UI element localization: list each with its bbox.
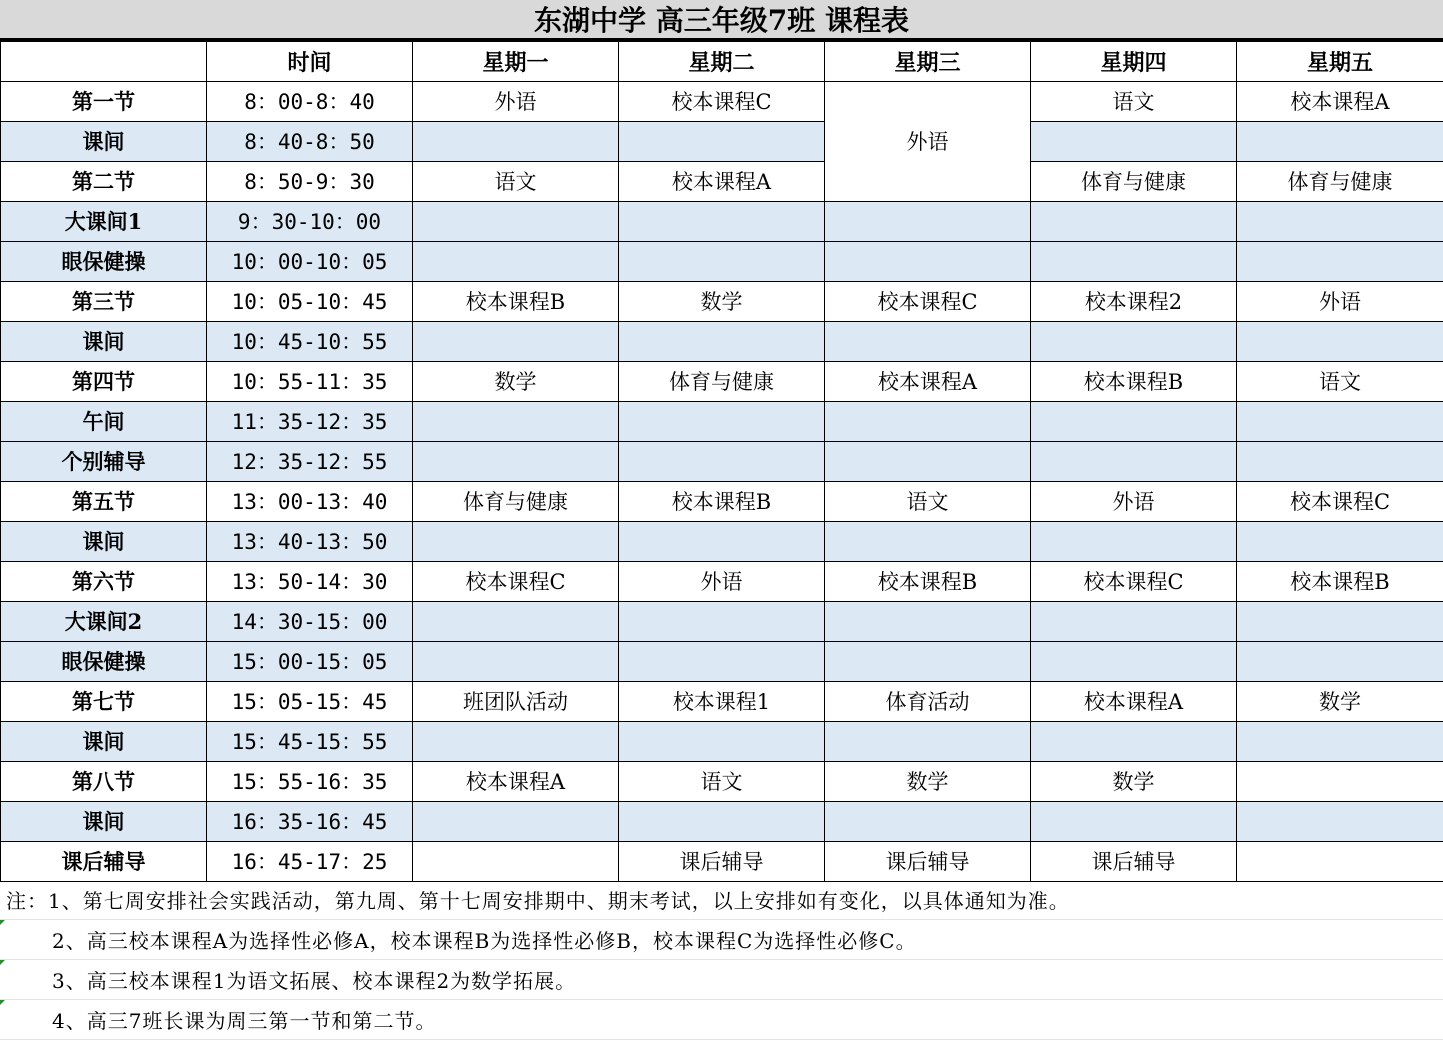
course-cell-tuesday — [619, 241, 825, 281]
course-cell-thursday — [1031, 521, 1237, 561]
course-cell-friday — [1237, 441, 1443, 481]
table-row — [1, 681, 1443, 721]
course-cell-wednesday — [825, 401, 1031, 441]
course-cell-tuesday — [619, 401, 825, 441]
course-cell-thursday — [1031, 801, 1237, 841]
course-cell-tuesday: 校本课程1 — [619, 681, 825, 721]
table-row — [1, 521, 1443, 561]
period-label: 第四节 — [1, 361, 207, 401]
course-cell-wednesday: 校本课程A — [825, 361, 1031, 401]
course-cell-tuesday: 语文 — [619, 761, 825, 801]
course-cell-friday — [1237, 401, 1443, 441]
period-time: 12：35-12：55 — [207, 441, 413, 481]
period-label: 第七节 — [1, 681, 207, 721]
course-cell-thursday — [1031, 441, 1237, 481]
course-cell-wednesday — [825, 801, 1031, 841]
course-cell-tuesday: 校本课程B — [619, 481, 825, 521]
course-cell-tuesday — [619, 601, 825, 641]
period-label: 课间 — [1, 721, 207, 761]
table-row — [1, 841, 1443, 881]
period-label: 大课间1 — [1, 201, 207, 241]
period-label: 第八节 — [1, 761, 207, 801]
note-3 — [0, 960, 1443, 1000]
course-cell-monday: 校本课程A — [413, 761, 619, 801]
course-cell-thursday — [1031, 321, 1237, 361]
period-label: 第一节 — [1, 81, 207, 121]
period-time: 8：40-8：50 — [207, 121, 413, 161]
period-label: 第六节 — [1, 561, 207, 601]
course-cell-monday — [413, 521, 619, 561]
period-time: 10：45-10：55 — [207, 321, 413, 361]
course-cell-thursday — [1031, 641, 1237, 681]
course-cell-thursday: 校本课程B — [1031, 361, 1237, 401]
table-row — [1, 201, 1443, 241]
course-cell-tuesday: 数学 — [619, 281, 825, 321]
course-cell-wednesday: 语文 — [825, 481, 1031, 521]
table-row — [1, 481, 1443, 521]
course-cell-wednesday: 校本课程C — [825, 281, 1031, 321]
course-cell-monday: 体育与健康 — [413, 481, 619, 521]
table-row — [1, 761, 1443, 801]
course-cell-wednesday: 数学 — [825, 761, 1031, 801]
course-cell-wednesday — [825, 321, 1031, 361]
period-time: 16：35-16：45 — [207, 801, 413, 841]
period-time: 8：00-8：40 — [207, 81, 413, 121]
period-label: 课间 — [1, 521, 207, 561]
course-cell-friday: 校本课程C — [1237, 481, 1443, 521]
period-time: 15：45-15：55 — [207, 721, 413, 761]
table-row — [1, 721, 1443, 761]
course-cell-monday — [413, 201, 619, 241]
course-cell-friday — [1237, 761, 1443, 801]
course-cell-wednesday-merged: 外语 — [825, 81, 1031, 201]
cell-marker-icon — [0, 1000, 5, 1005]
course-cell-thursday: 外语 — [1031, 481, 1237, 521]
note-4 — [0, 1000, 1443, 1040]
course-cell-friday — [1237, 321, 1443, 361]
course-cell-friday: 语文 — [1237, 361, 1443, 401]
period-label: 眼保健操 — [1, 241, 207, 281]
course-cell-monday — [413, 121, 619, 161]
course-cell-wednesday: 课后辅导 — [825, 841, 1031, 881]
course-cell-tuesday — [619, 201, 825, 241]
table-row — [1, 601, 1443, 641]
course-cell-tuesday: 体育与健康 — [619, 361, 825, 401]
course-cell-thursday: 语文 — [1031, 81, 1237, 121]
period-time: 16：45-17：25 — [207, 841, 413, 881]
header-time: 时间 — [207, 41, 413, 81]
course-cell-friday — [1237, 601, 1443, 641]
period-label: 课间 — [1, 801, 207, 841]
period-label: 眼保健操 — [1, 641, 207, 681]
course-cell-tuesday — [619, 641, 825, 681]
notes-section — [0, 880, 1443, 1040]
table-row — [1, 241, 1443, 281]
table-row — [1, 121, 1443, 161]
course-cell-tuesday — [619, 121, 825, 161]
course-cell-wednesday: 校本课程B — [825, 561, 1031, 601]
course-cell-friday — [1237, 521, 1443, 561]
course-cell-monday — [413, 241, 619, 281]
table-row — [1, 81, 1443, 121]
period-label: 大课间2 — [1, 601, 207, 641]
course-cell-monday — [413, 441, 619, 481]
course-cell-wednesday — [825, 521, 1031, 561]
period-time: 8：50-9：30 — [207, 161, 413, 201]
period-label: 第二节 — [1, 161, 207, 201]
course-cell-thursday — [1031, 401, 1237, 441]
course-cell-wednesday — [825, 241, 1031, 281]
note-2 — [0, 920, 1443, 960]
period-time: 10：00-10：05 — [207, 241, 413, 281]
period-time: 13：40-13：50 — [207, 521, 413, 561]
course-cell-monday — [413, 601, 619, 641]
table-row — [1, 801, 1443, 841]
period-time: 13：00-13：40 — [207, 481, 413, 521]
course-cell-thursday — [1031, 201, 1237, 241]
table-row — [1, 561, 1443, 601]
course-cell-tuesday — [619, 321, 825, 361]
period-time: 10：05-10：45 — [207, 281, 413, 321]
course-cell-monday — [413, 641, 619, 681]
header-tuesday: 星期二 — [619, 41, 825, 81]
course-cell-monday — [413, 721, 619, 761]
period-time: 15：55-16：35 — [207, 761, 413, 801]
table-row — [1, 361, 1443, 401]
course-cell-wednesday — [825, 601, 1031, 641]
course-cell-monday: 校本课程B — [413, 281, 619, 321]
period-label: 第五节 — [1, 481, 207, 521]
course-cell-thursday — [1031, 241, 1237, 281]
schedule-body — [1, 81, 1443, 881]
schedule-table — [0, 40, 1443, 882]
period-label: 课后辅导 — [1, 841, 207, 881]
course-cell-friday — [1237, 201, 1443, 241]
course-cell-monday: 语文 — [413, 161, 619, 201]
course-cell-thursday: 校本课程C — [1031, 561, 1237, 601]
course-cell-friday: 数学 — [1237, 681, 1443, 721]
period-time: 14：30-15：00 — [207, 601, 413, 641]
course-cell-tuesday — [619, 721, 825, 761]
period-label: 课间 — [1, 321, 207, 361]
cell-marker-icon — [0, 960, 5, 965]
course-cell-tuesday: 校本课程C — [619, 81, 825, 121]
course-cell-tuesday — [619, 441, 825, 481]
course-cell-monday: 班团队活动 — [413, 681, 619, 721]
course-cell-wednesday — [825, 641, 1031, 681]
course-cell-wednesday — [825, 721, 1031, 761]
course-cell-thursday — [1031, 601, 1237, 641]
course-cell-tuesday: 校本课程A — [619, 161, 825, 201]
table-row — [1, 321, 1443, 361]
course-cell-monday — [413, 841, 619, 881]
course-cell-monday — [413, 801, 619, 841]
course-cell-monday: 校本课程C — [413, 561, 619, 601]
course-cell-friday: 校本课程B — [1237, 561, 1443, 601]
table-row — [1, 401, 1443, 441]
period-time: 9：30-10：00 — [207, 201, 413, 241]
course-cell-friday: 体育与健康 — [1237, 161, 1443, 201]
period-label: 课间 — [1, 121, 207, 161]
course-cell-tuesday — [619, 801, 825, 841]
note-text: 2、高三校本课程A为选择性必修A，校本课程B为选择性必修B，校本课程C为选择性必修C。 — [52, 929, 917, 953]
period-time: 10：55-11：35 — [207, 361, 413, 401]
period-time: 13：50-14：30 — [207, 561, 413, 601]
header-wednesday: 星期三 — [825, 41, 1031, 81]
note-text: 注：1、第七周安排社会实践活动，第九周、第十七周安排期中、期末考试，以上安排如有变化，以具体通知为准。 — [6, 889, 1070, 913]
period-label: 个别辅导 — [1, 441, 207, 481]
course-cell-friday — [1237, 241, 1443, 281]
course-cell-thursday: 体育与健康 — [1031, 161, 1237, 201]
table-row — [1, 281, 1443, 321]
course-cell-monday — [413, 321, 619, 361]
period-time: 11：35-12：35 — [207, 401, 413, 441]
course-cell-tuesday: 课后辅导 — [619, 841, 825, 881]
header-monday: 星期一 — [413, 41, 619, 81]
course-cell-thursday: 课后辅导 — [1031, 841, 1237, 881]
note-text: 4、高三7班长课为周三第一节和第二节。 — [52, 1009, 437, 1033]
header-friday: 星期五 — [1237, 41, 1443, 81]
header-row — [1, 41, 1443, 81]
course-cell-friday — [1237, 721, 1443, 761]
course-cell-friday — [1237, 801, 1443, 841]
note-1 — [0, 880, 1443, 920]
table-row — [1, 441, 1443, 481]
header-blank — [1, 41, 207, 81]
course-cell-thursday: 数学 — [1031, 761, 1237, 801]
table-row — [1, 641, 1443, 681]
period-time: 15：05-15：45 — [207, 681, 413, 721]
table-row — [1, 161, 1443, 201]
course-cell-thursday — [1031, 721, 1237, 761]
course-cell-tuesday: 外语 — [619, 561, 825, 601]
course-cell-monday: 外语 — [413, 81, 619, 121]
note-text: 3、高三校本课程1为语文拓展、校本课程2为数学拓展。 — [52, 969, 577, 993]
course-cell-thursday: 校本课程2 — [1031, 281, 1237, 321]
header-thursday: 星期四 — [1031, 41, 1237, 81]
course-cell-thursday: 校本课程A — [1031, 681, 1237, 721]
course-cell-friday: 外语 — [1237, 281, 1443, 321]
course-cell-monday — [413, 401, 619, 441]
course-cell-friday — [1237, 641, 1443, 681]
course-cell-wednesday — [825, 201, 1031, 241]
course-cell-wednesday: 体育活动 — [825, 681, 1031, 721]
course-cell-friday: 校本课程A — [1237, 81, 1443, 121]
course-cell-monday: 数学 — [413, 361, 619, 401]
course-cell-wednesday — [825, 441, 1031, 481]
course-cell-thursday — [1031, 121, 1237, 161]
course-cell-tuesday — [619, 521, 825, 561]
course-cell-friday — [1237, 121, 1443, 161]
period-label: 第三节 — [1, 281, 207, 321]
period-time: 15：00-15：05 — [207, 641, 413, 681]
cell-marker-icon — [0, 920, 5, 925]
period-label: 午间 — [1, 401, 207, 441]
page-title: 东湖中学 高三年级7班 课程表 — [0, 0, 1443, 40]
course-cell-friday — [1237, 841, 1443, 881]
